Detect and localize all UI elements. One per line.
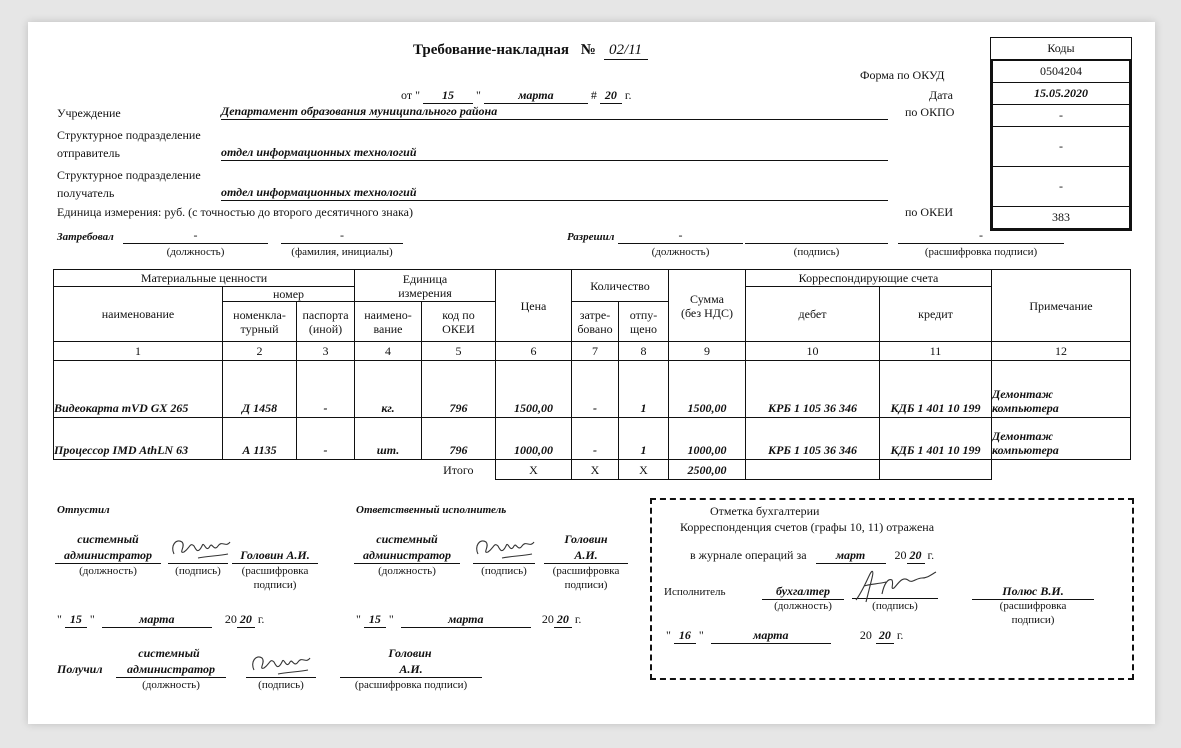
document-number: 02/11 [604,42,648,60]
header-nom-line2: турный [240,321,279,336]
accounting-line1: Корреспонденция счетов (графы 10, 11) отражена [680,520,935,534]
released-g: г. [257,612,265,626]
released-position-line2: администратор [55,548,161,564]
total-released: X [619,460,669,480]
header-note: Примечание [992,270,1131,342]
released-signature-line [168,563,228,564]
header-accounts: Корреспондирующие счета [746,270,992,287]
row-name: Видеокарта mVD GX 265 [54,361,223,418]
header-requested [572,302,619,342]
row-released: 1 [619,418,669,460]
responsible-year: 20 [554,612,572,628]
col-number: 8 [619,342,669,361]
header-name: наименование [54,287,223,342]
accounting-year: 20 [876,628,894,644]
header-unit-name [355,302,422,342]
col-number: 6 [496,342,572,361]
row-unit: шт. [355,418,422,460]
accounting-date [666,628,903,644]
row-credit: КДБ 1 401 10 199 [880,361,992,418]
sender-label-1: Структурное подразделение [57,128,201,142]
responsible-decode-hint-line2: подписи) [564,579,608,591]
received-position-line2: администратор [116,662,226,678]
journal-month: март [816,548,886,564]
requested-position-hint: (должность) [166,246,225,258]
row-requested: - [572,361,619,418]
col-number: 9 [669,342,746,361]
date-code: 15.05.2020 [993,82,1129,104]
requested-name: - [281,228,403,244]
column-numbers-row [54,342,1131,361]
quote-close: " [89,612,95,626]
row-note [992,361,1131,418]
unit-line: Единица измерения: руб. (с точностью до второго десятичного знака) [57,205,413,219]
row-note [992,418,1131,460]
allowed-signature [745,228,888,244]
okud-code: 0504204 [993,59,1129,82]
header-sum-line1: Сумма [690,291,724,306]
accounting-mark-box [650,498,1134,680]
header-okei [422,302,496,342]
quote-close: " [476,88,481,102]
responsible-label: Ответственный исполнитель [356,504,507,516]
responsible-g: г. [574,612,582,626]
row-okei: 796 [422,418,496,460]
document-date-line [401,88,631,104]
executor-signature [852,564,938,604]
released-decode-hint-line2: подписи) [253,579,297,591]
responsible-name-line2: А.И. [544,548,628,564]
responsible-signature-line [473,563,535,564]
institution-label: Учреждение [57,106,121,120]
requested-position: - [123,228,268,244]
released-position-line1: системный [77,532,139,546]
responsible-position-line1: системный [376,532,438,546]
executor-name: Полюс В.И. [972,584,1094,600]
document-page [28,22,1155,724]
allowed-decode: - [898,228,1064,244]
header-released [619,302,669,342]
total-label: Итого [422,460,496,480]
receiver-code: - [993,166,1129,206]
document-title [413,42,648,60]
okei-label: по ОКЕИ [905,205,954,219]
responsible-date [356,612,581,628]
table-row [54,361,1131,418]
row-note-line2: компьютера [992,443,1059,457]
quote-open: " [356,612,361,626]
row-passport: - [297,418,355,460]
received-signature [248,648,318,678]
responsible-century: 20 [541,612,554,626]
requested-label: Затребовал [57,231,114,243]
date-label: Дата [929,88,953,102]
row-passport: - [297,361,355,418]
quote-open: " [666,628,671,642]
responsible-signature [472,532,542,562]
row-requested: - [572,418,619,460]
accounting-century: 20 [859,628,872,642]
received-name-line2: А.И. [340,662,482,678]
header-passport [297,302,355,342]
header-rel-line1: отпу- [629,307,658,322]
header-rel-line2: щено [630,321,657,336]
received-position-hint: (должность) [142,679,200,691]
header-number: номер [223,287,355,302]
codes-header: Коды [1047,41,1075,55]
header-credit: кредит [880,287,992,342]
released-label: Отпустил [57,504,110,516]
allowed-position-hint: (должность) [651,246,710,258]
responsible-month: марта [401,612,531,628]
allowed-label: Разрешил [567,231,615,243]
header-unit-line1: Единица [402,271,448,286]
released-month: марта [102,612,212,628]
header-price: Цена [496,270,572,342]
receiver-value: отдел информационных технологий [221,185,888,201]
col-number: 2 [223,342,297,361]
journal-g: г. [927,548,935,562]
released-decode-hint-line1: (расшифровка [241,565,309,577]
accounting-month: марта [711,628,831,644]
header-uname-line2: вание [373,321,403,336]
header-nomenclature [223,302,297,342]
row-sum: 1500,00 [669,361,746,418]
row-credit: КДБ 1 401 10 199 [880,418,992,460]
total-row [54,460,1131,480]
table-row [54,418,1131,460]
quote-close: " [698,628,704,642]
header-sum-line2: (без НДС) [680,305,733,320]
row-debit: КРБ 1 105 36 346 [746,418,880,460]
col-number: 7 [572,342,619,361]
row-nomenclature: А 1135 [223,418,297,460]
codes-box [990,37,1132,231]
executor-decode-hint-line1: (расшифровка [999,600,1067,612]
released-position-hint: (должность) [79,565,137,577]
header-quantity: Количество [572,270,669,302]
row-okei: 796 [422,361,496,418]
col-number: 1 [54,342,223,361]
total-price: X [496,460,572,480]
receiver-label-2: получатель [57,186,115,200]
table-header-row-1 [54,270,1131,287]
col-number: 4 [355,342,422,361]
date-from-label: от [401,88,413,102]
total-requested: X [572,460,619,480]
responsible-position-hint: (должность) [378,565,436,577]
total-sum: 2500,00 [669,460,746,480]
date-month: марта [484,88,588,104]
accounting-g: г. [896,628,904,642]
sender-label-2: отправитель [57,146,120,160]
accounting-journal-line [690,548,934,564]
header-nom-line1: номенкла- [233,307,286,322]
col-number: 11 [880,342,992,361]
allowed-position: - [618,228,743,244]
date-year-prefix: # [590,88,597,102]
number-sign: № [580,42,596,58]
sender-value: отдел информационных технологий [221,145,888,161]
responsible-day: 15 [364,612,386,628]
executor-decode-hint-line2: подписи) [1011,614,1055,626]
released-day: 15 [65,612,87,628]
released-name: Головин А.И. [232,548,318,564]
header-req-line1: затре- [579,307,611,322]
okpo-code: - [993,104,1129,126]
executor-position: бухгалтер [762,584,844,600]
accounting-title: Отметка бухгалтерии [710,504,820,518]
responsible-signature-hint: (подпись) [481,565,527,577]
row-price: 1500,00 [496,361,572,418]
header-okei-line1: код по [442,307,475,322]
okpo-label: по ОКПО [905,105,955,119]
allowed-signature-hint: (подпись) [793,246,840,258]
received-label: Получил [57,662,103,676]
header-unit [355,270,496,302]
released-century: 20 [224,612,237,626]
okei-code: 383 [993,206,1129,230]
col-number: 10 [746,342,880,361]
header-sum [669,270,746,342]
row-name: Процессор IMD AthLN 63 [54,418,223,460]
row-nomenclature: Д 1458 [223,361,297,418]
row-note-line1: Демонтаж [992,429,1053,443]
header-material: Материальные ценности [54,270,355,287]
released-date [57,612,264,628]
title-text: Требование-накладная [413,42,569,58]
header-req-line2: бовано [577,321,613,336]
row-unit: кг. [355,361,422,418]
quote-close: " [388,612,394,626]
quote-open: " [415,88,420,102]
col-number: 12 [992,342,1131,361]
okud-label: Форма по ОКУД [860,68,945,82]
date-year: 20 [600,88,622,104]
row-released: 1 [619,361,669,418]
row-sum: 1000,00 [669,418,746,460]
col-number: 5 [422,342,496,361]
released-year: 20 [237,612,255,628]
responsible-decode-hint-line1: (расшифровка [552,565,620,577]
released-signature [168,532,238,562]
header-debit: дебет [746,287,880,342]
received-name-line1: Головин [388,646,432,660]
received-decode-hint: (расшифровка подписи) [354,679,468,691]
header-uname-line1: наимено- [364,307,412,322]
receiver-label-1: Структурное подразделение [57,168,201,182]
requested-name-hint: (фамилия, инициалы) [291,246,393,258]
header-pass-line2: (иной) [308,321,343,336]
quote-open: " [57,612,62,626]
responsible-position-line2: администратор [354,548,460,564]
journal-year: 20 [907,548,925,564]
executor-label: Исполнитель [664,586,726,598]
header-pass-line1: паспорта [302,307,349,322]
journal-century: 20 [894,548,907,562]
col-number: 3 [297,342,355,361]
row-price: 1000,00 [496,418,572,460]
date-g: г. [624,88,632,102]
institution-value: Департамент образования муниципального района [221,104,888,120]
date-day: 15 [423,88,473,104]
received-signature-hint: (подпись) [258,679,304,691]
row-note-line2: компьютера [992,401,1059,415]
received-position-line1: системный [138,646,200,660]
allowed-decode-hint: (расшифровка подписи) [924,246,1038,258]
header-okei-line2: ОКЕИ [442,321,475,336]
sender-code: - [993,126,1129,166]
accounting-day: 16 [674,628,696,644]
executor-position-hint: (должность) [774,600,832,612]
row-debit: КРБ 1 105 36 346 [746,361,880,418]
executor-signature-hint: (подпись) [872,600,918,612]
materials-table [53,269,1131,480]
responsible-name-line1: Головин [564,532,608,546]
row-note-line1: Демонтаж [992,387,1053,401]
header-unit-line2: измерения [398,285,452,300]
released-signature-hint: (подпись) [175,565,221,577]
journal-text: в журнале операций за [690,548,807,562]
